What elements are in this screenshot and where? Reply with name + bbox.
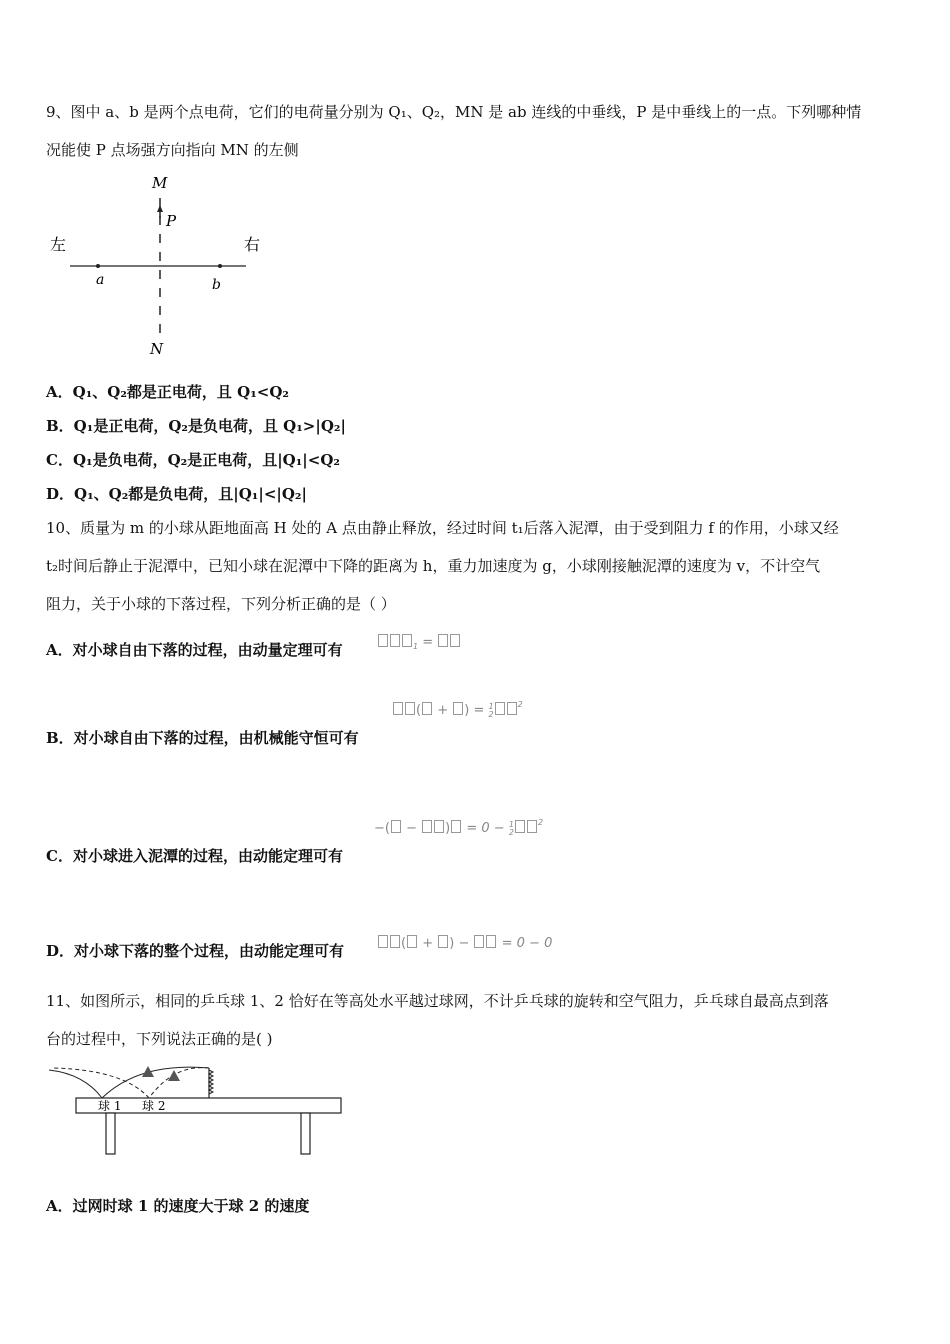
- label-N: N: [150, 340, 164, 358]
- q10-option-a[interactable]: A．对小球自由下落的过程，由动量定理可有: [46, 641, 343, 659]
- q10-formula-b: ( + ) = 1 $2^2$: [392, 700, 523, 719]
- q10-option-c[interactable]: C．对小球进入泥潭的过程，由动能定理可有: [46, 847, 343, 865]
- label-ball2: 球 2: [142, 1099, 166, 1113]
- ball2-trajectory: [149, 1068, 209, 1098]
- q9-stem-line1: 9、图中 a、b 是两个点电荷，它们的电荷量分别为 Q₁、Q₂，MN 是 ab 连线的中垂线，P 是中垂线上的一点。下列哪种情: [46, 103, 862, 121]
- q11-stem-line2: 台的过程中，下列说法正确的是( ): [46, 1030, 273, 1048]
- ball1-trajectory: [102, 1067, 209, 1098]
- q10-option-d[interactable]: D．对小球下落的整个过程，由动能定理可有: [46, 942, 345, 960]
- label-a: a: [96, 272, 105, 288]
- q11-figure: [44, 1060, 349, 1160]
- q11-option-a[interactable]: A．过网时球 1 的速度大于球 2 的速度: [46, 1197, 310, 1215]
- q9-option-c[interactable]: C．Q₁是负电荷，Q₂是正电荷，且|Q₁|<Q₂: [46, 451, 340, 469]
- q10-option-b[interactable]: B．对小球自由下落的过程，由机械能守恒可有: [46, 729, 359, 747]
- q9-option-b[interactable]: B．Q₁是正电荷，Q₂是负电荷，且 Q₁>|Q₂|: [46, 417, 346, 435]
- label-b: b: [212, 277, 221, 293]
- q10-formula-a: $_1$ =: [377, 634, 461, 651]
- table-leg-left: [106, 1113, 115, 1154]
- q11-stem-line1: 11、如图所示，相同的乒乓球 1、2 恰好在等高处水平越过球网，不计乒乓球的旋转和空气阻力，乒乓球自最高点到落: [46, 992, 829, 1010]
- point-b: [218, 264, 222, 268]
- label-right: 右: [244, 235, 261, 254]
- label-ball1: 球 1: [98, 1099, 122, 1113]
- ball2-marker-icon: [168, 1070, 180, 1081]
- q9-option-a[interactable]: A．Q₁、Q₂都是正电荷，且 Q₁<Q₂: [46, 383, 289, 401]
- arrow-up-icon: [157, 205, 163, 212]
- label-P: P: [166, 212, 177, 230]
- net-mesh: [209, 1070, 213, 1094]
- q9-stem-line2: 况能使 P 点场强方向指向 MN 的左侧: [46, 141, 299, 159]
- q10-stem-line1: 10、质量为 m 的小球从距地面高 H 处的 A 点由静止释放，经过时间 t₁后落入泥潭，由于受到阻力 f 的作用，小球又经: [46, 519, 839, 537]
- q9-option-d[interactable]: D．Q₁、Q₂都是负电荷，且|Q₁|<|Q₂|: [46, 485, 307, 503]
- point-a: [96, 264, 100, 268]
- q9-figure: [40, 168, 280, 363]
- q10-stem-line3: 阻力，关于小球的下落过程，下列分析正确的是（ ）: [46, 595, 396, 613]
- label-M: M: [152, 174, 168, 192]
- q10-stem-line2: t₂时间后静止于泥潭中，已知小球在泥潭中下降的距离为 h，重力加速度为 g，小球刚接触泥潭的速度为 v，不计空气: [46, 557, 821, 575]
- q10-formula-d: ( + ) − = 0 − 0: [377, 935, 552, 951]
- table-leg-right: [301, 1113, 310, 1154]
- label-left: 左: [50, 235, 67, 254]
- q10-formula-c: −( − ) = 0 − 1 $2^2$: [374, 818, 544, 837]
